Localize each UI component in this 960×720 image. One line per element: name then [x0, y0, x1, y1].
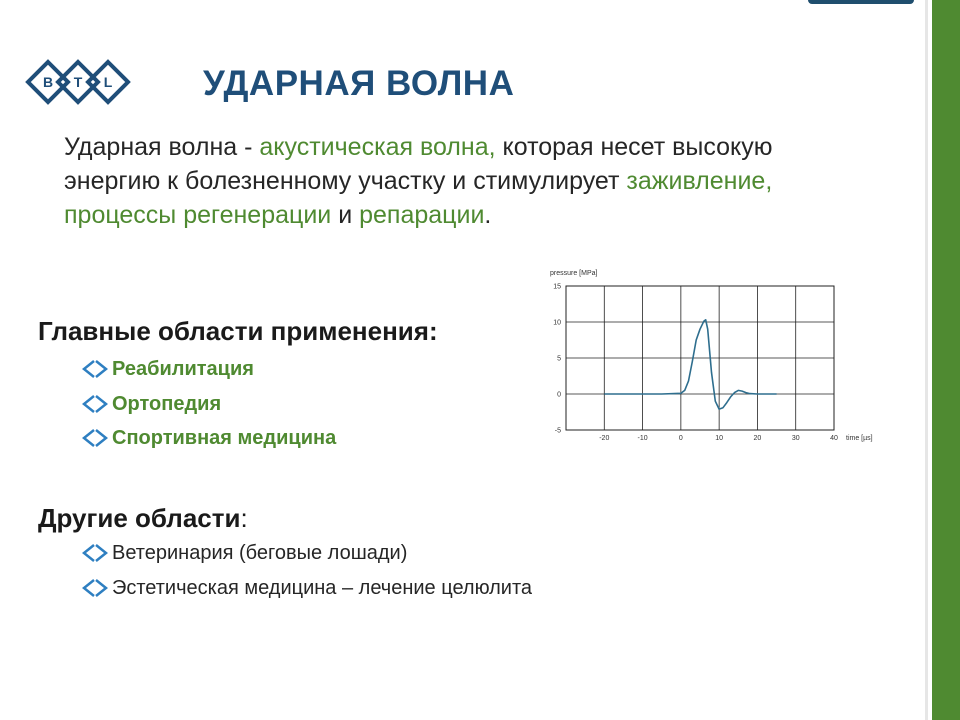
- y-tick-label: 15: [553, 283, 561, 291]
- logo-letter-b: B: [42, 74, 54, 90]
- company-logo: [22, 55, 134, 118]
- diamond-bullet-icon: [80, 542, 110, 564]
- x-tick-label: 20: [753, 435, 762, 442]
- slide-title: УДАРНАЯ ВОЛНА: [203, 64, 515, 103]
- pressure-wave-line: [604, 320, 776, 409]
- y-tick-label: -5: [554, 427, 561, 435]
- intro-highlight-1: акустическая волна,: [259, 133, 496, 161]
- other-area-item: [80, 537, 407, 569]
- right-border-line: [925, 0, 928, 720]
- other-areas-heading-text: Другие области: [38, 503, 241, 533]
- x-tick-label: -20: [599, 435, 610, 442]
- y-tick-label: 0: [557, 391, 561, 399]
- right-accent-bar: [932, 0, 960, 720]
- other-area-item: [80, 572, 532, 604]
- x-axis-label: time [µs]: [846, 435, 873, 442]
- intro-text-2: которая несет высокую энергию к болезненному участку и стимулирует: [64, 133, 773, 195]
- logo-letter-t: T: [73, 74, 83, 90]
- x-tick-label: -10: [637, 435, 648, 442]
- main-area-label: Спортивная медицина: [112, 426, 337, 449]
- main-area-label: Ортопедия: [112, 392, 222, 415]
- x-tick-label: 10: [715, 435, 724, 442]
- main-area-item: [80, 388, 221, 420]
- pressure-wave-chart: [538, 262, 908, 457]
- y-axis-label: pressure [MPa]: [550, 270, 598, 277]
- x-tick-label: 30: [791, 435, 800, 442]
- logo-letter-l: L: [103, 74, 113, 90]
- intro-paragraph: [64, 130, 784, 232]
- other-area-label: Ветеринария (беговые лошади): [112, 541, 408, 564]
- diamond-bullet-icon: [80, 358, 110, 380]
- x-tick-label: 0: [678, 435, 683, 442]
- main-areas-heading: Главные области применения:: [38, 316, 438, 346]
- intro-highlight-2: заживление, процессы регенерации: [64, 167, 773, 229]
- intro-text-4: .: [484, 201, 492, 229]
- x-tick-label: 40: [830, 435, 838, 442]
- y-tick-label: 10: [553, 319, 561, 327]
- pressure-wave-chart-svg: [538, 262, 908, 452]
- y-tick-label: 5: [557, 355, 561, 363]
- main-area-item: [80, 353, 254, 385]
- intro-highlight-3: репарации: [359, 201, 485, 229]
- other-areas-heading-colon: :: [240, 503, 248, 533]
- top-accent-tab: [808, 0, 914, 4]
- other-area-label: Эстетическая медицина – лечение целюлита: [112, 576, 533, 599]
- diamond-bullet-icon: [80, 577, 110, 599]
- other-areas-heading: [38, 503, 248, 534]
- diamond-bullet-icon: [80, 393, 110, 415]
- intro-text-3: и: [331, 201, 360, 229]
- main-area-item: [80, 422, 336, 454]
- main-area-label: Реабилитация: [112, 357, 254, 380]
- intro-text-1: Ударная волна -: [64, 133, 260, 161]
- diamond-bullet-icon: [80, 427, 110, 449]
